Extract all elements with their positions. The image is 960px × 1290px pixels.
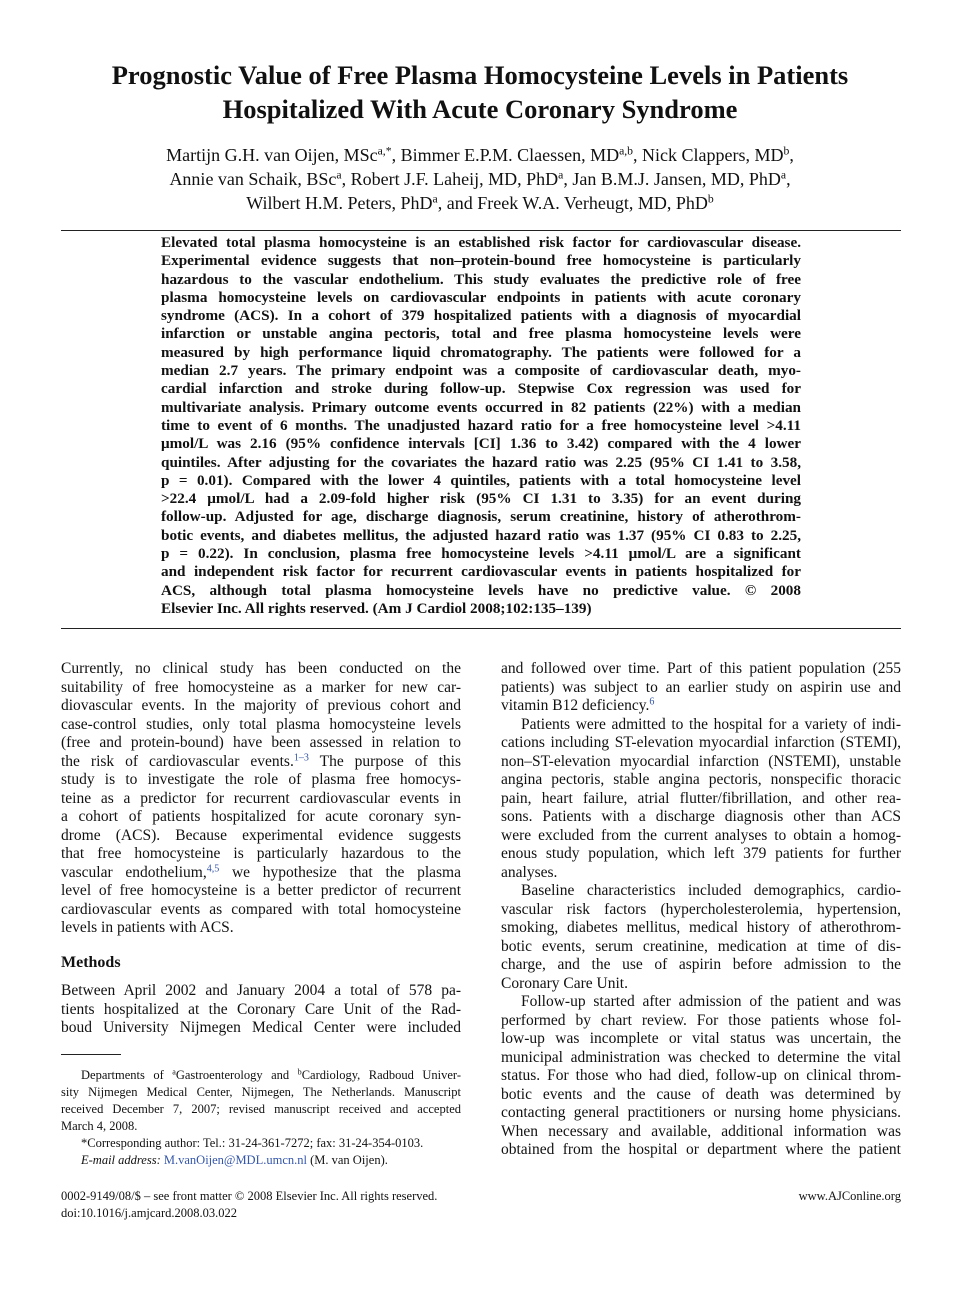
abstract-line: infarction or unstable angina pectoris, total and free plasma homocysteine levels were: [161, 325, 801, 343]
body-line: status. For those who had died, follow-up on clinical throm-: [501, 1067, 901, 1084]
affiliation-mark: a: [172, 1067, 176, 1077]
body-line: enous study population, which left 379 patients for further: [501, 845, 901, 862]
right-column-text: [501, 660, 901, 1160]
abstract-line: p = 0.01). Compared with the lower 4 quintiles, patients with a total homocysteine level: [161, 471, 801, 489]
body-line: case-control studies, only total plasma homocysteine levels: [61, 715, 461, 733]
body-line: When necessary and available, additional information was: [501, 1122, 901, 1140]
corresponding-author: *Corresponding author: Tel.: 31-24-361-7272; fax: 31-24-354-0103.: [81, 1136, 424, 1150]
body-line: municipal administration was checked to determine the vital: [501, 1048, 901, 1066]
abstract-line: Experimental evidence suggests that non–protein-bound free homocysteine is particularly: [161, 252, 801, 270]
body-line: vascular endothelium,$^{4,5}$ we hypothesize that the plasma: [61, 862, 461, 881]
methods-heading: Methods: [61, 954, 121, 971]
email-line: E-mail address: M.vanOijen@MDL.umcn.nl (M. van Oijen).: [81, 1153, 388, 1167]
footnote-rule: [61, 1054, 121, 1055]
footnote-line: received December 7, 2007; revised manuscript received and accepted: [61, 1102, 461, 1116]
body-line: (free and protein-bound) have been assessed in relation to: [61, 734, 461, 751]
body-line: patients) was subject to an earlier study on aspirin use and: [501, 678, 901, 696]
author-line: Martijn G.H. van Oijen, MSc$^{a,*}$, Bimmer E.P.M. Claessen, MD$^{a,b}$, Nick Clappers, $MD^b$,: [166, 144, 794, 165]
intro-paragraph: [61, 660, 461, 938]
body-line: vitamin B12 deficiency.$^6$: [501, 696, 655, 714]
body-line: performed by chart review. For those patients whose fol-: [501, 1011, 901, 1029]
body-line: analyses.: [501, 863, 558, 881]
email-link[interactable]: M.vanOijen@MDL.umcn.nl: [163, 1153, 307, 1167]
body-line: cardiovascular events as compared with total homocysteine: [61, 900, 461, 918]
abstract-line: time to event of 6 months. The unadjusted hazard ratio for a free homocysteine level >4.11: [161, 416, 801, 434]
body-line: Baseline characteristics included demographics, cardio-: [521, 882, 901, 899]
abstract-line: median 2.7 years. The primary endpoint was a composite of cardiovascular death, myo-: [161, 362, 801, 380]
abstract-line: multivariate analysis. Primary outcome events occurred in 82 patients (22%) with a median: [161, 398, 801, 416]
title-line-2: Hospitalized With Acute Coronary Syndrome: [222, 94, 738, 124]
footnote-line: March 4, 2008.: [61, 1119, 138, 1133]
methods-paragraph: [61, 982, 461, 1038]
abstract-line: plasma homocysteine levels on cardiovascular endpoints in patients with acute coronary: [161, 288, 801, 306]
citation-ref[interactable]: 4,5: [206, 862, 220, 874]
body-line: drome (ACS). Because experimental evidence suggests: [61, 826, 461, 844]
body-line: Between April 2002 and January 2004 a total of 578 pa-: [61, 982, 461, 999]
abstract-line: follow-up. Adjusted for age, discharge diagnosis, serum creatinine, history of atherothrom-: [161, 508, 801, 526]
abstract-line: cardial infarction and stroke during follow-up. Stepwise Cox regression was used for: [161, 380, 801, 398]
body-line: a cohort of patients hospitalized for acute coronary syn-: [61, 808, 461, 825]
body-line: level of free homocysteine is a better predictor of recurrent: [61, 882, 461, 899]
body-line: the risk of cardiovascular events.$^{1-3}$ The purpose of this: [61, 751, 462, 770]
author-line: Wilbert H.M. Peters, PhD$^a$, and Freek W.A. Verheugt, MD, PhD$^b$: [246, 192, 714, 213]
body-line: teine as a predictor for recurrent cardiovascular events in: [61, 789, 461, 807]
body-line: angina pectoris, stable angina pectoris, nonspecific thoracic: [501, 771, 901, 788]
body-line: were excluded from the current analyses to obtain a homog-: [501, 826, 901, 844]
citation-ref[interactable]: 1–3: [293, 751, 309, 763]
body-line: tients hospitalized at the Coronary Care Unit of the Rad-: [61, 1000, 461, 1018]
author-line: Annie van Schaik, BSc$^a$, Robert J.F. Laheij, MD, PhD$^a$, Jan B.M.J. Jansen, MD, PhD$^a$,: [169, 168, 791, 189]
abstract-line: Elsevier Inc. All rights reserved. (Am J Cardiol 2008;102:135–139): [161, 599, 592, 617]
abstract-line: Elevated total plasma homocysteine is an established risk factor for cardiovascular disease.: [161, 234, 801, 251]
body-line: Follow-up started after admission of the patient and was: [521, 993, 901, 1010]
footnote-line: Departments of $^a$Gastroenterology and $^b$Cardiology, Radboud Univer-: [81, 1067, 461, 1082]
body-line: sons. Patients with a discharge diagnosis other than ACS: [501, 808, 901, 825]
citation-ref[interactable]: 6: [649, 696, 655, 708]
author-affiliation: a: [558, 168, 564, 182]
author-list: [40, 143, 920, 215]
body-line: and followed over time. Part of this patient population (255: [501, 660, 901, 677]
body-line: contacting general practitioners or nursing home physicians.: [501, 1104, 901, 1121]
abstract-line: hazardous to the vascular endothelium. This study evaluates the predictive role of free: [161, 270, 801, 288]
body-line: diovascular events. In the majority of previous cohort and: [61, 697, 461, 714]
abstract-line: syndrome (ACS). In a cohort of 379 hospitalized patients with a diagnosis of myocardial: [161, 307, 801, 325]
abstract-bottom-rule: [61, 628, 901, 629]
body-line: Coronary Care Unit.: [501, 974, 628, 992]
body-line: smoking, diabetes mellitus, medical history of atherothrom-: [501, 919, 901, 936]
body-line: charge, and the use of aspirin before admission to the: [501, 956, 901, 973]
abstract-line: quintiles. After adjusting for the covariates the hazard ratio was 2.25 (95% CI 1.41 to 3.58,: [161, 453, 801, 471]
issn-line: 0002-9149/08/$ – see front matter © 2008 Elsevier Inc. All rights reserved.: [61, 1189, 438, 1203]
abstract-line: p = 0.22). In conclusion, plasma free homocysteine levels >4.11 μmol/L are a significant: [161, 545, 801, 563]
doi-line: doi:10.1016/j.amjcard.2008.03.022: [61, 1206, 238, 1220]
body-line: Patients were admitted to the hospital for a variety of indi-: [521, 715, 901, 733]
body-line: vascular risk factors (hypercholesterolemia, hypertension,: [501, 900, 901, 918]
abstract-line: botic events, and diabetes mellitus, the adjusted hazard ratio was 1.37 (95% CI 0.83 to 2.25,: [161, 526, 801, 544]
footnote-line: sity Nijmegen Medical Center, Nijmegen, The Netherlands. Manuscript: [61, 1085, 461, 1099]
author-affiliation: b: [783, 144, 790, 158]
journal-website[interactable]: www.AJConline.org: [798, 1189, 901, 1203]
abstract-line: μmol/L was 2.16 (95% confidence intervals [CI] 1.36 to 3.42) compared with the 4 lower: [161, 435, 801, 453]
front-matter-notice: [61, 1188, 437, 1222]
affiliation-mark: b: [297, 1067, 302, 1077]
abstract-line: >22.4 μmol/L had a 2.09-fold higher risk (95% CI 1.31 to 3.35) for an event during: [161, 490, 801, 508]
body-line: levels in patients with ACS.: [61, 919, 234, 936]
body-line: study is to investigate the role of plasma free homocys-: [61, 771, 461, 788]
email-label: E-mail address:: [81, 1153, 164, 1167]
footnotes: [61, 1067, 461, 1169]
body-line: that free homocysteine is particularly hazardous to the: [61, 845, 461, 862]
body-line: pain, heart failure, atrial flutter/fibrillation, and other rea-: [501, 789, 901, 807]
body-line: Currently, no clinical study has been conducted on the: [61, 660, 461, 677]
body-line: non–ST-elevation myocardial infarction (NSTEMI), unstable: [501, 752, 901, 770]
author-affiliation: a: [432, 192, 438, 206]
body-line: low-up was incomplete or vital status was uncertain, the: [501, 1030, 901, 1047]
author-affiliation: a: [780, 168, 787, 182]
author-affiliation: a,*: [377, 144, 392, 158]
author-affiliation: b: [707, 192, 714, 206]
abstract-line: and independent risk factor for recurrent cardiovascular events in patients hospitalized for: [161, 563, 801, 581]
body-line: botic events and the cause of death was determined by: [501, 1085, 901, 1103]
author-affiliation: a,b: [619, 144, 634, 158]
abstract-line: ACS, although total plasma homocysteine levels have no predictive value. © 2008: [161, 581, 801, 599]
article-title: [40, 58, 920, 126]
abstract-line: measured by high performance liquid chromatography. The patients were followed for a: [161, 343, 801, 361]
body-line: suitability of free homocysteine as a marker for new car-: [61, 678, 461, 696]
body-line: cations including ST-elevation myocardial infarction (STEMI),: [501, 734, 901, 751]
body-line: botic events, serum creatinine, medication at time of dis-: [501, 937, 901, 955]
body-line: obtained from the hospital or department where the patient: [501, 1141, 901, 1158]
title-line-1: Prognostic Value of Free Plasma Homocysteine Levels in Patients: [111, 60, 849, 90]
abstract-top-rule: [61, 230, 901, 231]
body-line: boud University Nijmegen Medical Center were included: [61, 1019, 461, 1036]
author-affiliation: a: [336, 168, 342, 182]
abstract: [161, 234, 801, 618]
